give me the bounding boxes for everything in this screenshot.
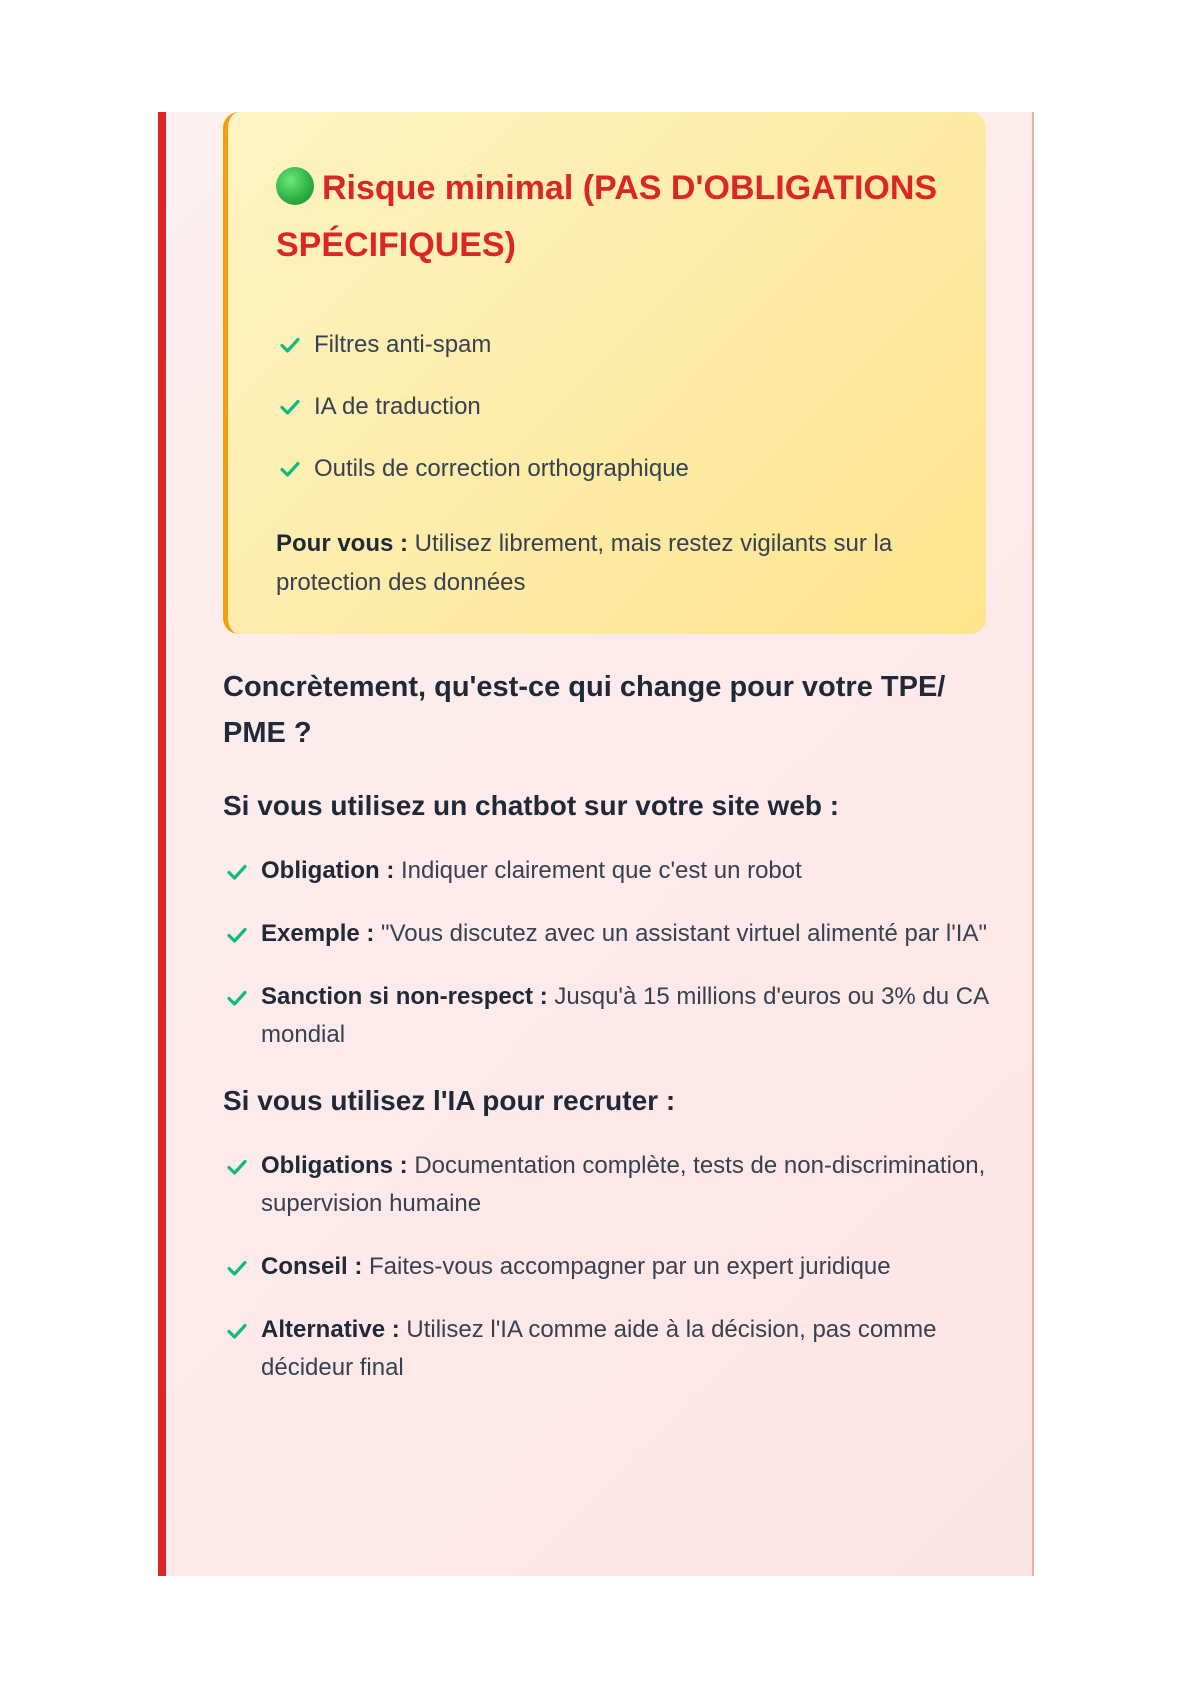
- chatbot-heading: Si vous utilisez un chatbot sur votre site web :: [223, 790, 840, 821]
- list-item: [223, 915, 993, 953]
- check-icon: [223, 1254, 251, 1282]
- check-icon: [223, 1317, 251, 1345]
- advice-note: [276, 524, 938, 602]
- list-item-text: [261, 1147, 993, 1223]
- check-icon: [276, 393, 304, 421]
- item-label: Obligations :: [261, 1152, 408, 1179]
- list-item: [223, 978, 993, 1054]
- advice-note-label: Pour vous :: [276, 530, 409, 557]
- item-text: Faites-vous accompagner par un expert juridique: [362, 1253, 891, 1280]
- item-text: Documentation complète, tests de non-discrimination, supervision humaine: [261, 1152, 986, 1217]
- section-heading: Concrètement, qu'est-ce qui change pour votre TPE/ PME ?: [223, 671, 946, 749]
- check-icon: [276, 331, 304, 359]
- list-item: [223, 1248, 993, 1286]
- list-item: [276, 376, 938, 438]
- check-icon: [223, 984, 251, 1012]
- chatbot-list: [223, 852, 993, 1054]
- advice-note-text: Utilisez librement, mais restez vigilants sur la protection des données: [276, 530, 893, 596]
- list-item-text: [261, 978, 993, 1054]
- list-item-text: Filtres anti-spam: [314, 331, 492, 358]
- list-item: [276, 314, 938, 376]
- list-item-text: [261, 915, 993, 953]
- check-icon: [223, 921, 251, 949]
- list-item-text: [261, 852, 993, 890]
- check-icon: [223, 1153, 251, 1181]
- list-item: [223, 1311, 993, 1387]
- list-item: [276, 438, 938, 500]
- recruit-list: [223, 1147, 993, 1387]
- item-label: Sanction si non-respect :: [261, 983, 548, 1010]
- item-text: "Vous discutez avec un assistant virtuel alimenté par l'IA": [374, 920, 987, 947]
- check-icon: [223, 858, 251, 886]
- content-panel: [158, 112, 1034, 1576]
- list-item-text: [261, 1248, 993, 1286]
- list-item-text: [261, 1311, 993, 1387]
- item-label: Conseil :: [261, 1253, 363, 1280]
- risk-examples-list: [276, 314, 938, 500]
- changes-section: [223, 664, 993, 1412]
- risk-title-text: Risque minimal (PAS D'OBLIGATIONS SPÉCIFIQUES): [276, 169, 938, 264]
- check-icon: [276, 455, 304, 483]
- green-circle-icon: [276, 167, 314, 205]
- list-item: [223, 852, 993, 890]
- list-item-text: IA de traduction: [314, 393, 481, 420]
- minimal-risk-box: [223, 112, 986, 634]
- item-label: Obligation :: [261, 857, 395, 884]
- item-text: Jusqu'à 15 millions d'euros ou 3% du CA mondial: [261, 983, 988, 1048]
- item-text: Utilisez l'IA comme aide à la décision, pas comme décideur final: [261, 1316, 937, 1381]
- list-item-text: Outils de correction orthographique: [314, 455, 689, 482]
- item-label: Alternative :: [261, 1316, 400, 1343]
- item-text: Indiquer clairement que c'est un robot: [394, 857, 802, 884]
- list-item: [223, 1147, 993, 1223]
- recruit-heading: Si vous utilisez l'IA pour recruter :: [223, 1085, 676, 1116]
- item-label: Exemple :: [261, 920, 375, 947]
- risk-title: [276, 160, 938, 274]
